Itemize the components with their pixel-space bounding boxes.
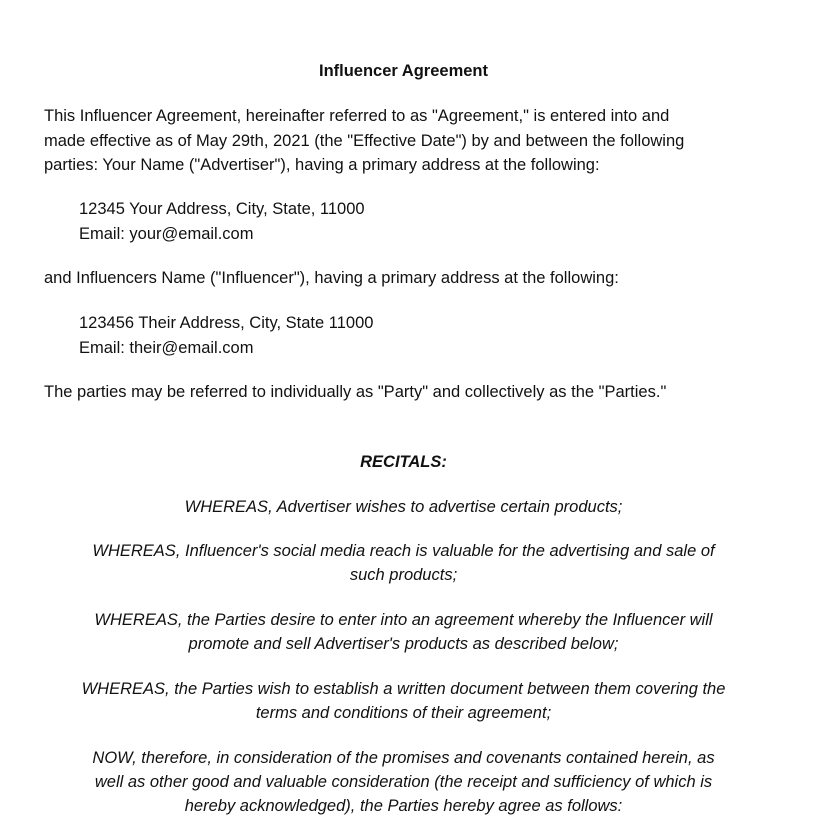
advertiser-email-line: Email: your@email.com (79, 224, 254, 243)
recital-clause (30, 677, 777, 725)
recital-clause (30, 495, 777, 519)
parties-paragraph (44, 380, 784, 405)
recital-line: such products; (349, 566, 458, 584)
influencer-email-line: Email: their@email.com (79, 338, 254, 357)
recital-line: promote and sell Advertiser's products as described below; (188, 635, 619, 653)
intro-line: This Influencer Agreement, hereinafter referred to as "Agreement," is entered into and (44, 107, 670, 125)
recitals-heading: RECITALS: (360, 453, 447, 471)
document-title: Influencer Agreement (318, 62, 488, 80)
recital-line: WHEREAS, Influencer's social media reach is valuable for the advertising and sale of (92, 542, 715, 560)
intro-paragraph (44, 104, 784, 178)
advertiser-address-line: 12345 Your Address, City, State, 11000 (79, 200, 365, 218)
recital-line: hereby acknowledged), the Parties hereby agree as follows: (184, 797, 623, 815)
recital-line: terms and conditions of their agreement; (255, 704, 552, 722)
recital-line: NOW, therefore, in consideration of the promises and covenants contained herein, as (92, 749, 715, 767)
influencer-address-line: 123456 Their Address, City, State 11000 (79, 314, 374, 332)
recital-line: well as other good and valuable consideration (the receipt and sufficiency of which is (94, 773, 713, 791)
parties-line: The parties may be referred to individually as "Party" and collectively as the "Parties." (44, 383, 667, 401)
intro-line: parties: Your Name ("Advertiser"), having a primary address at the following: (44, 156, 600, 174)
influencer-intro-paragraph (44, 266, 784, 291)
recital-clause (30, 746, 777, 818)
influencer-intro-line: and Influencers Name ("Influencer"), having a primary address at the following: (44, 269, 619, 287)
recital-line: WHEREAS, the Parties wish to establish a written document between them covering the (81, 680, 726, 698)
recital-line: WHEREAS, Advertiser wishes to advertise certain products; (184, 498, 623, 516)
recital-clause (30, 608, 777, 656)
recital-line: WHEREAS, the Parties desire to enter into an agreement whereby the Influencer will (94, 611, 713, 629)
recital-clause (30, 539, 777, 587)
intro-line: made effective as of May 29th, 2021 (the "Effective Date") by and between the following (44, 131, 685, 150)
advertiser-address-block (79, 197, 819, 246)
influencer-address-block (79, 311, 819, 360)
